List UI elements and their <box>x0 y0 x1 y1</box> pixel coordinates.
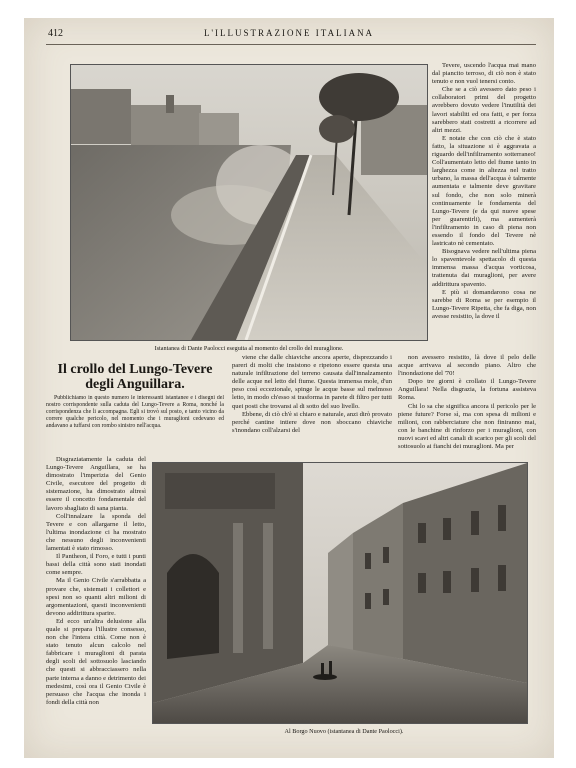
paragraph: Bisognava vedere nell'ultima piena lo spaventevole spettacolo di questa immensa massa d'acqua vorticosa, trattenuta dai muraglioni, per avere addirittura spavento. <box>432 248 536 288</box>
photo-flooded-street <box>152 462 528 724</box>
paragraph: viene che dalle chiaviche ancora aperte, disprezzando i pareri di molti che insistono e ripetono essere questa una naturale infiltrazione del terreno causata dall'innalzamento delle acque nel letto del fiume. Questa immensa mole, d'un peso così eccezionale, spinge le acque basse sul melmoso letto, in modo ch'esso si trasforma in parete di filtro per tutti quei posti che trovansi al di sotto del suo livello. <box>232 354 392 410</box>
abstract-text: Pubblichiamo in questo numero le interessanti istantanee e i disegni del nostro corrispondente sulla caduta del Lungo-Tevere a Roma, nonché la corrispondenza che li accompagna. Egli si trovò sul posto, e tanto vicino da correre qualche pericolo, nel momento che i muraglioni cedevano ed andavano a tuffarsi con rombo sinistro nell'acqua. <box>46 395 224 429</box>
paragraph: Ma il Genio Civile s'arrabbatta a provare che, sistemati i collettori e spesi non so quanti altri milioni di argomentazioni, questi inconvenienti devono addirittura sparire. <box>46 577 146 617</box>
paragraph: Chi lo sa che significa ancora il pericolo per le piene future? Forse sì, ma con spesa di milioni e milioni, con rabberciature che non finiranno mai, con le banchine di rinforzo per i muraglioni, con nuovi scavi ed altri canali di scarico per gli scoli del sottosuolo ai fianchi dei muraglioni. Ma per <box>398 402 536 450</box>
paragraph: Ebbene, di ciò ch'è si chiaro e naturale, anzi dirò provato perché cantine intiere dove non sboccano chiaviche s'inondano coll'alzarsi del <box>232 410 392 434</box>
article-title: Il crollo del Lungo-Tevere degli Anguillara. <box>57 362 213 392</box>
text-column-left <box>46 456 146 752</box>
paragraph: Dopo tre giorni è crollato il Lungo-Tevere Anguillara! Nella disgrazia, la fortuna assisteva Roma. <box>398 378 536 402</box>
journal-title: L'ILLUSTRAZIONE ITALIANA <box>203 28 375 38</box>
paragraph: Disgraziatamente la caduta del Lungo-Tevere Anguillara, se ha dimostrato l'imperizia del Genio Civile, esecutore del progetto di sistemazione, ha dimostrato altresì essere il concetto fondamentale del lavoro sbagliato di sana pianta. <box>46 456 146 512</box>
paragraph: Ed ecco un'altra delusione alla quale si prepara l'illustre consesso, non che l'intera città. Come non è stato tenuto alcun calcolo nel fabbricare i muraglioni di parata degli scoli del sottosuolo lasciando che questi si abbracciassero nella parte interna a danno e detrimento dei medesimi, così ora il Genio Civile è persuaso che l'acqua che inonda i fondi della città non <box>46 617 146 706</box>
paragraph: E più si domandarono cosa ne sarebbe di Roma se per esempio il Lungo-Tevere Ripetta, che fa diga, non avesse resistito, la dove il <box>432 288 536 320</box>
paragraph: Tevere, uscendo l'acqua mai mano dal piancito terroso, di ciò non è stato tenuto e non vuol tenersi conto. <box>432 62 536 86</box>
embankment-photo-illustration <box>71 65 427 340</box>
photo-embankment-collapse <box>70 64 428 341</box>
paragraph: E notate che con ciò che è stato fatto, la situazione si è aggravata a riguardo dell'infiltramento sotterraneo! Coll'aumentato letto del fiume tanto in larghezza come in altezza nel tratto urbano, la massa dell'acqua è talmente aumentata e talmente deve gravitare sul fondo, che non solo minerà continuamente le fondamenta del Lungo-Tevere (e da qui nuove spese per guarentirli), ma aumenterà l'infiltramento in caso di piena non essendo il fondo del Tevere nè lastricato nè cementato. <box>432 134 536 248</box>
paragraph: Il Pantheon, il Foro, e tutti i punti bassi della città sono stati inondati come sempre. <box>46 553 146 577</box>
running-head <box>24 28 554 42</box>
article-abstract <box>46 395 224 453</box>
text-column-right-top <box>432 62 536 358</box>
photo-bottom-caption: Al Borgo Nuovo (istantanea di Dante Paolocci). <box>284 728 404 735</box>
header-rule <box>46 44 536 45</box>
flooded-street-photo-illustration <box>153 463 527 723</box>
page-number: 412 <box>48 28 63 39</box>
paragraph: Che se a ciò avessero dato peso i collaboratori primi del progetto avrebbero dovuto vedere l'inutilità dei lavori stabiliti ed ora fatti, e per forza sarebbero stati costretti a ricorrere ad altri mezzi. <box>432 86 536 134</box>
paragraph: non avessero resistito, là dove il pelo delle acque arrivava al secondo piano. Altro che l'inondazione del '70! <box>398 354 536 378</box>
text-column-middle <box>232 354 392 450</box>
magazine-page <box>24 18 554 758</box>
paragraph: Coll'innalzare la sponda del Tevere e con allargarne il letto, l'ultima inondazione ci ha mostrato che nessuno degli inconvenienti lamentati è stato rimosso. <box>46 512 146 553</box>
text-column-right-middle <box>398 354 536 450</box>
photo-top-caption: Istantanea di Dante Paolocci eseguita al momento del crollo del muraglione. <box>154 345 344 352</box>
